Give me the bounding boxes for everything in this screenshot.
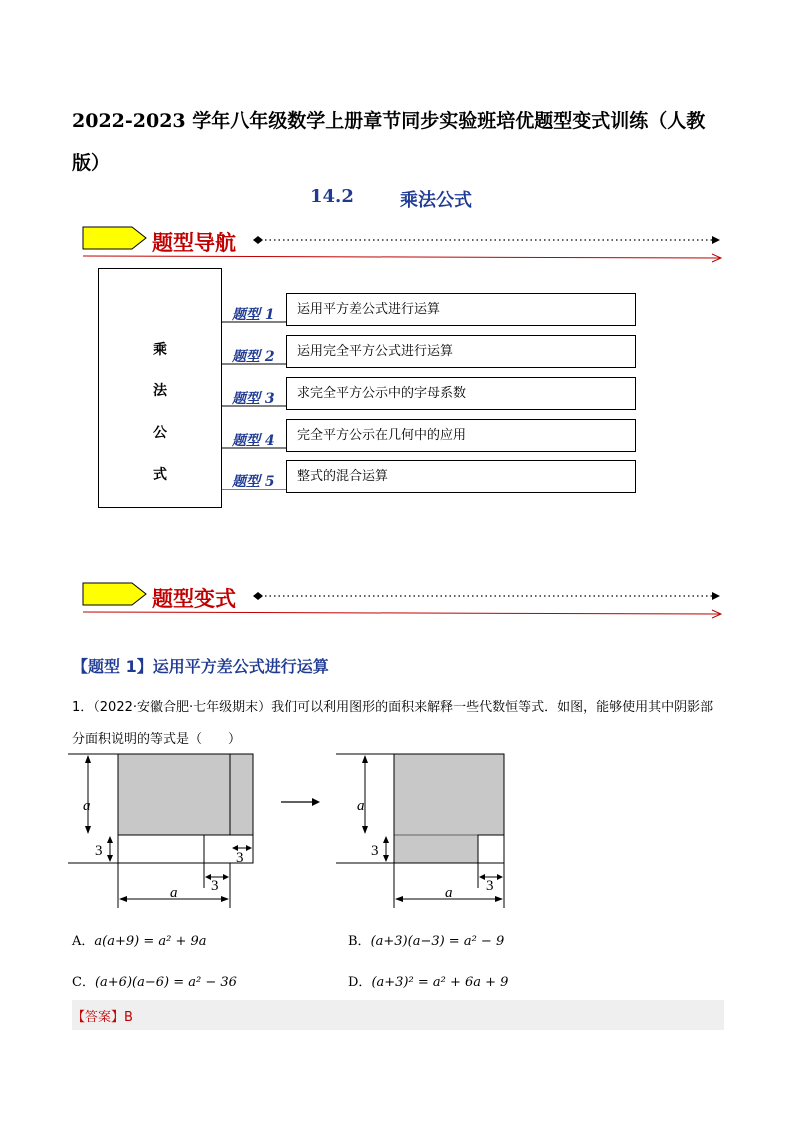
type-label-3: 题型 3 <box>232 391 275 407</box>
type-label-4: 题型 4 <box>232 433 275 449</box>
left-shaded-rect <box>118 754 253 835</box>
option-a[interactable] <box>72 930 207 949</box>
option-d-letter: D． <box>348 975 372 990</box>
fig-label-a: a <box>83 798 91 814</box>
fig-label-a: a <box>170 885 178 901</box>
nav-vertical-char: 公 <box>153 425 167 441</box>
option-c[interactable] <box>72 971 237 990</box>
question-figure <box>68 748 518 916</box>
banner-arrow-shape <box>83 583 146 605</box>
banner-diamond <box>253 592 263 600</box>
banner-diamond <box>253 236 263 244</box>
type-box-2[interactable]: 运用完全平方公式进行运算 <box>286 335 636 368</box>
transform-arrow <box>312 798 320 806</box>
banner-arrow-shape <box>83 227 146 249</box>
banner-arrowhead <box>712 592 720 600</box>
fig-label-3: 3 <box>236 850 244 866</box>
type-box-4[interactable]: 完全平方公示在几何中的应用 <box>286 419 636 452</box>
answer-bar <box>72 1000 724 1030</box>
type-box-1[interactable]: 运用平方差公式进行运算 <box>286 293 636 326</box>
option-b-expr: (a+3)(a−3) = a² − 9 <box>370 934 505 949</box>
fig-label-a: a <box>445 885 453 901</box>
nav-vertical-char: 法 <box>153 383 167 399</box>
fig-label-3: 3 <box>486 878 494 894</box>
document-title: 2022-2023 学年八年级数学上册章节同步实验班培优题型变式训练（人教版） <box>72 110 706 174</box>
question-text: 1．（2022·安徽合肥·七年级期末）我们可以利用图形的面积来解释一些代数恒等式．如图，能够使用其中阴影部分面积说明的等式是（ ） <box>72 700 714 747</box>
option-b-letter: B． <box>348 934 371 949</box>
type-label-5: 题型 5 <box>232 474 275 490</box>
nav-vertical-char: 乘 <box>153 342 167 358</box>
nav-left-box <box>98 268 222 508</box>
option-a-letter: A． <box>72 934 95 949</box>
question-type-heading: 【题型 1】运用平方差公式进行运算 <box>72 657 329 676</box>
nav-banner-title: 题型导航 <box>152 231 236 255</box>
type-box-3[interactable]: 求完全平方公示中的字母系数 <box>286 377 636 410</box>
type-label-1: 题型 1 <box>232 307 275 323</box>
type-box-5[interactable]: 整式的混合运算 <box>286 460 636 493</box>
fig-label-3: 3 <box>371 843 379 859</box>
section-number: 14.2 <box>310 186 354 207</box>
option-a-expr: a(a+9) = a² + 9a <box>94 934 207 949</box>
option-d[interactable] <box>348 971 508 990</box>
type-label-2: 题型 2 <box>232 349 275 365</box>
banner-arrowhead <box>712 236 720 244</box>
option-c-letter: C． <box>72 975 95 990</box>
variant-banner-title: 题型变式 <box>152 587 236 611</box>
fig-label-a: a <box>357 798 365 814</box>
option-b[interactable] <box>348 930 504 949</box>
answer-label: 【答案】B <box>72 1010 133 1025</box>
section-title: 乘法公式 <box>400 190 472 211</box>
nav-vertical-char: 式 <box>153 467 167 483</box>
option-d-expr: (a+3)² = a² + 6a + 9 <box>371 975 509 990</box>
fig-label-3: 3 <box>95 843 103 859</box>
fig-label-3: 3 <box>211 878 219 894</box>
option-c-expr: (a+6)(a−6) = a² − 36 <box>94 975 237 990</box>
